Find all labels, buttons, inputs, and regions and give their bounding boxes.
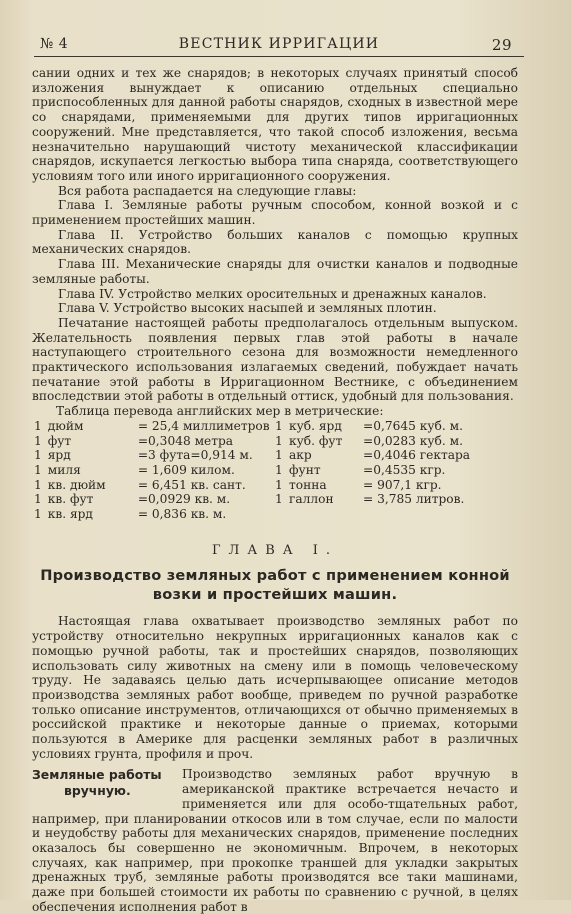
table-cell: кв. фут [47,492,94,507]
issue-number: № 4 [40,36,69,52]
table-cell: 1 [34,462,42,477]
chapter-list-item: Глава IV. Устройство мелких оросительных и дренажных каналов. [58,286,487,301]
table-cell: =0,0929 кв. м. [137,492,231,507]
chapter-list-item: Глава V. Устройство высоких насыпей и земляных плотин. [58,301,437,316]
paragraph: сании одних и тех же снарядов; в некоторых случаях принятый способ изложения вынуждает к описанию отдельных специально приспособленных для данной работы снарядов, сходных в известной мере со снарядами, применяемыми для других типов ирригационных сооружений. Мне представляется, что такой способ изложения, весьма незначительно нарушающий чистоту механической классификации снарядов, искупается легкостью выбора типа снаряда, соответствующего условиям того или иного ирригационного сооружения. [32,66,518,183]
table-row [32,419,275,434]
paragraph: Печатание настоящей работы предполагалось отдельным выпуском. Желательность появления первых глав этой работы в начале наступающего строительного сезона для возможности немедленного практического использования излагаемых сведений, побуждает начать печатание этой работы в Ирригационном Вестнике, с объединением впоследствии этой работы в отдельный оттиск, удобный для пользования. [32,315,518,404]
table-row [275,492,518,507]
journal-title: ВЕСТНИК ИРРИГАЦИИ [178,36,380,52]
table-cell: =0,4046 гектара [363,448,471,463]
chapter-label: ГЛАВА I. [211,542,339,558]
table-row [275,419,518,434]
table-cell: =0,3048 метра [137,433,234,448]
table-row [32,434,275,449]
table-cell: 1 [34,433,42,448]
table-cell: = 1,609 килом. [137,462,235,477]
table-cell: 1 [275,462,283,477]
section-heading-line: вручную. [64,783,131,799]
table-cell: 1 [34,507,42,521]
table-column-left [32,419,275,522]
table-cell: 1 [34,448,42,463]
table-cell: =0,4535 кгр. [363,462,446,477]
table-row [275,463,518,478]
table-cell: куб. ярд [289,418,342,433]
table-cell: =0,0283 куб. м. [363,433,463,448]
table-row [275,478,518,493]
table-cell: = 3,785 литров. [363,492,465,507]
section-heading [32,767,172,799]
chapter-title: Производство земляных работ с применением конной возки и простейших машин. [40,567,510,604]
table-row [32,448,275,463]
table-cell: тонна [289,477,327,492]
paragraph: Вся работа распадается на следующие главы: [58,183,357,198]
table-cell: фут [47,433,72,448]
chapter-intro: Настоящая глава охватывает производство земляных работ по устройству относительно некрупных ирригационных каналов как с помощью ручной работы, так и простейших снарядов, позволяющих использовать силу животных на смену или в помощь человеческому труду. Не задаваясь целью дать исчерпывающее описание методов производства земляных работ вообще, приведем по ручной разработке только описание инструментов, отличающихся от обычно применяемых в российской практике и некоторые данные о приемах, которыми пользуются в Америке для расценки земляных работ в различных условиях грунта, профиля и проч. [32,614,518,761]
table-cell: куб. фут [289,433,343,448]
table-cell: фунт [289,462,321,477]
table-row [32,492,275,507]
page-number: 29 [491,36,512,54]
page-body [32,66,518,914]
table-cell: дюйм [47,418,84,433]
table-cell: акр [289,448,312,463]
chapter-list-item: Глава I. Земляные работы ручным способом, конной возкой и с применением простейших машин. [32,198,518,228]
table-row [275,448,518,463]
table-cell: = 25,4 миллиметров [137,418,270,433]
table-row [32,507,275,522]
table-row [32,478,275,493]
section-text: Производство земляных работ вручную в американской практике встречается нечасто и применяется или для особо-тщательных работ, например, при планировании откосов или в том случае, если по малости и неудобству работы для механических снарядов, применение последних оказалось бы совершенно не экономичным. Впрочем, в некоторых случаях, как например, при прокопке траншей для укладки закрытых дренажных труб, земляные работы производятся все таки машинами, даже при большей стоимости их работы по сравнению с ручной, в целях обеспечения исполнения работ в [32,767,518,914]
table-cell: 1 [275,492,283,507]
table-cell: кв. ярд [47,507,93,521]
section-heading-line: Земляные работы [32,767,162,783]
table-cell: = 907,1 кгр. [363,477,442,492]
table-cell: миля [47,462,81,477]
table-cell: кв. дюйм [47,477,106,492]
table-title: Таблица перевода английских мер в метрические: [56,404,384,419]
table-cell: = 6,451 кв. сант. [137,477,246,492]
conversion-table [32,419,518,522]
table-cell: 1 [275,433,283,448]
table-cell: 1 [275,418,283,433]
table-column-right [275,419,518,522]
table-cell: 1 [34,418,42,433]
section [32,767,518,914]
table-row [32,463,275,478]
table-cell: 1 [34,492,42,507]
table-cell: =0,7645 куб. м. [363,418,463,433]
table-cell: = 0,836 кв. м. [137,507,227,521]
page-header [34,30,524,57]
table-cell: =3 фута=0,914 м. [137,448,253,463]
table-cell: 1 [34,477,42,492]
chapter-list-item: Глава III. Механические снаряды для очистки каналов и подводные земляные работы. [32,257,518,286]
table-cell: 1 [275,477,283,492]
table-cell: 1 [275,448,283,463]
chapter-list-item: Глава II. Устройство больших каналов с помощью крупных механических снарядов. [32,227,518,257]
table-cell: ярд [47,448,71,463]
table-cell: галлон [289,492,334,507]
table-row [275,434,518,449]
